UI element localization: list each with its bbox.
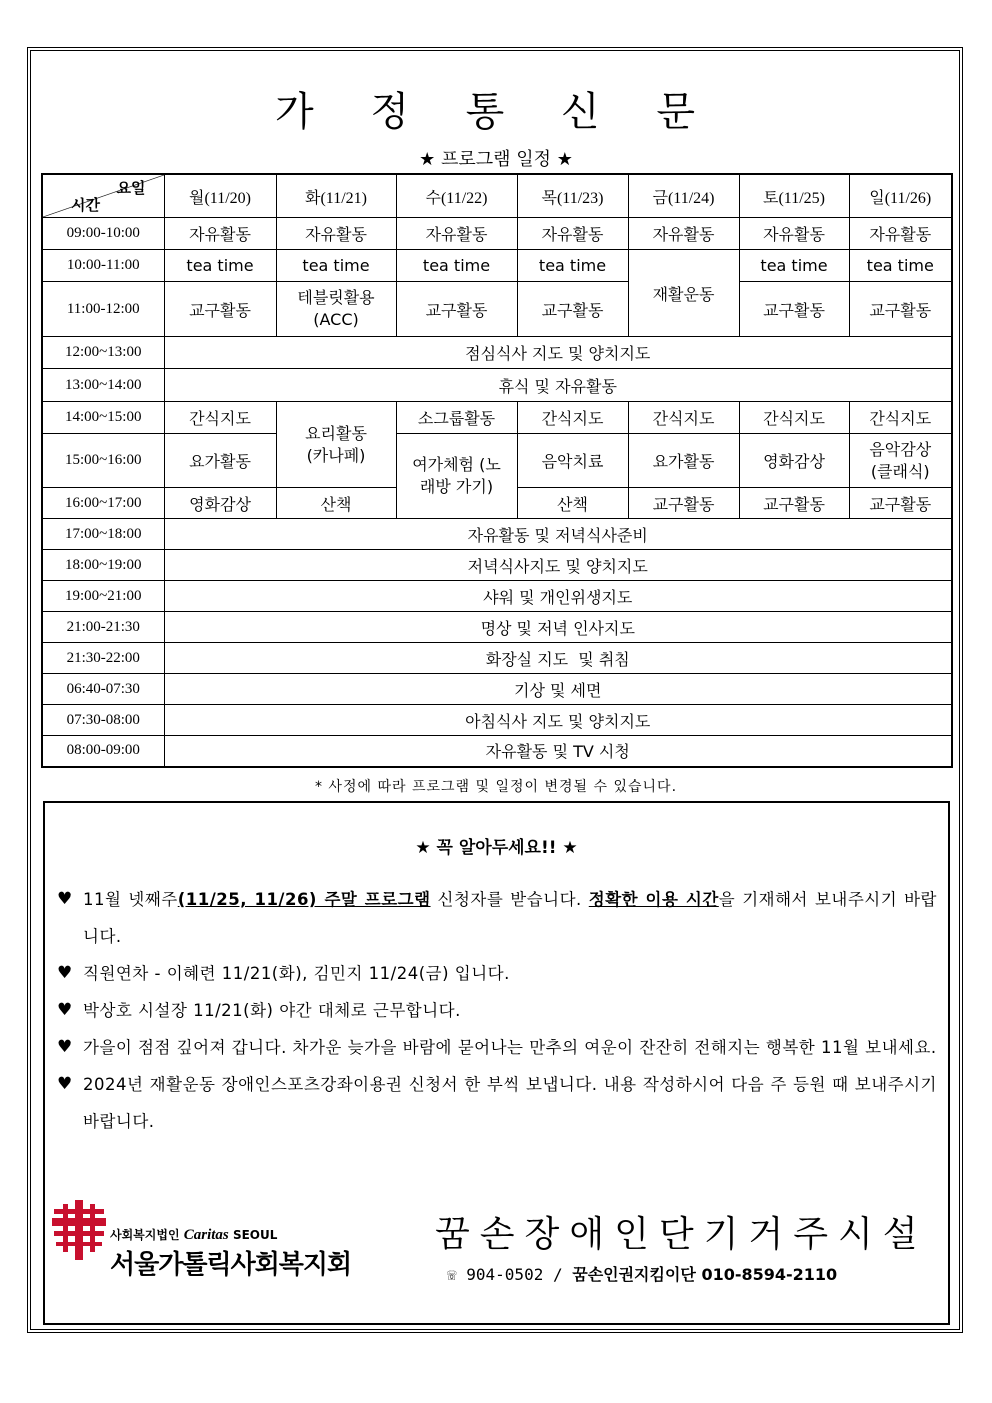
heart-icon: ♥ [57, 1074, 73, 1094]
activity-cell: 자유활동 [849, 218, 952, 250]
activity-cell: 간식지도 [628, 402, 739, 434]
notice-item [57, 992, 937, 1029]
notice-text: 을 기재해서 보내주시기 바랍니다. [83, 890, 937, 946]
activity-cell: 요리활동 (카나페) [276, 402, 396, 488]
logo-prefix: 사회복지법인 [110, 1228, 180, 1242]
corner-time-label: 시간 [71, 196, 100, 214]
activity-cell: 기상 및 세면 [164, 674, 952, 705]
day-header: 수(11/22) [396, 174, 517, 218]
notice-text: 직원연차 - 이혜련 11/21(화), 김민지 11/24(금) 입니다. [83, 964, 510, 983]
activity-cell: 교구활동 [628, 488, 739, 519]
activity-cell: 교구활동 [849, 488, 952, 519]
activity-cell: 저녁식사지도 및 양치지도 [164, 550, 952, 581]
activity-cell: 간식지도 [164, 402, 276, 434]
schedule-row [42, 581, 952, 612]
notice-item [57, 1029, 937, 1066]
usage-time-highlight: 정확한 이용 시간 [588, 890, 719, 909]
notice-text: 가을이 점점 깊어져 갑니다. 차가운 늦가을 바람에 묻어나는 만추의 여운이 잔잔히 전해지는 행복한 11월 보내세요. [83, 1038, 937, 1057]
activity-cell: 교구활동 [396, 282, 517, 337]
schedule-row [42, 643, 952, 674]
notice-text: 2024년 재활운동 장애인스포츠강좌이용권 신청서 한 부씩 보냅니다. 내용 작성하시어 다음 주 등원 때 보내주시기 바랍니다. [83, 1075, 937, 1131]
header-row [42, 174, 952, 218]
team-contact: 꿈손인권지킴이단 010-8594-2110 [572, 1265, 838, 1284]
heart-icon: ♥ [57, 889, 73, 909]
activity-cell: tea time [517, 250, 628, 282]
activity-cell: 영화감상 [739, 434, 849, 488]
activity-cell: 자유활동 [739, 218, 849, 250]
notice-list [57, 881, 937, 1140]
activity-cell: 점심식사 지도 및 양치지도 [164, 337, 952, 369]
phone-number: ☏ 904-0502 / [447, 1265, 563, 1284]
day-header: 일(11/26) [849, 174, 952, 218]
activity-cell: 간식지도 [517, 402, 628, 434]
time-cell: 16:00~17:00 [42, 488, 164, 519]
time-cell: 10:00-11:00 [42, 250, 164, 282]
schedule-row [42, 550, 952, 581]
schedule-row [42, 519, 952, 550]
time-cell: 15:00~16:00 [42, 434, 164, 488]
schedule-row [42, 736, 952, 767]
activity-cell: 자유활동 [517, 218, 628, 250]
activity-cell: 자유활동 및 TV 시청 [164, 736, 952, 767]
activity-cell: 음악감상 (클래식) [849, 434, 952, 488]
notice-item [57, 881, 937, 955]
activity-cell: 재활운동 [628, 250, 739, 337]
logo-seoul: SEOUL [232, 1228, 278, 1242]
page-title: 가 정 통 신 문 [274, 89, 718, 135]
activity-cell: 산책 [517, 488, 628, 519]
notice-item [57, 1066, 937, 1140]
notice-text: 11월 넷째주 [83, 890, 178, 909]
activity-cell: 자유활동 및 저녁식사준비 [164, 519, 952, 550]
schedule-subtitle: ★ 프로그램 일정 ★ [419, 149, 573, 170]
weekend-program-highlight: (11/25, 11/26) 주말 프로그램 [177, 890, 431, 909]
schedule-row [42, 402, 952, 434]
activity-cell: 자유활동 [396, 218, 517, 250]
time-cell: 08:00-09:00 [42, 736, 164, 767]
activity-cell: tea time [849, 250, 952, 282]
schedule-row [42, 250, 952, 282]
day-header: 금(11/24) [628, 174, 739, 218]
day-header: 토(11/25) [739, 174, 849, 218]
facility-name: 꿈손장애인단기거주시설 [435, 1214, 928, 1255]
schedule-row [42, 337, 952, 369]
activity-cell: 명상 및 저녁 인사지도 [164, 612, 952, 643]
time-cell: 06:40-07:30 [42, 674, 164, 705]
activity-cell: tea time [164, 250, 276, 282]
time-cell: 12:00~13:00 [42, 337, 164, 369]
activity-cell: tea time [276, 250, 396, 282]
schedule-row [42, 612, 952, 643]
activity-cell: 교구활동 [517, 282, 628, 337]
activity-cell: 화장실 지도 및 취침 [164, 643, 952, 674]
activity-cell: 교구활동 [739, 488, 849, 519]
schedule-row [42, 674, 952, 705]
heart-icon: ♥ [57, 1037, 73, 1057]
activity-cell: 여가체험 (노래방 가기) [396, 434, 517, 519]
activity-cell: 아침식사 지도 및 양치지도 [164, 705, 952, 736]
day-header: 목(11/23) [517, 174, 628, 218]
contact-line [447, 1262, 837, 1285]
activity-cell: 샤워 및 개인위생지도 [164, 581, 952, 612]
notice-text: 박상호 시설장 11/21(화) 야간 대체로 근무합니다. [83, 1001, 461, 1020]
heart-icon: ♥ [57, 963, 73, 983]
activity-cell: 영화감상 [164, 488, 276, 519]
time-cell: 21:00-21:30 [42, 612, 164, 643]
activity-cell: tea time [396, 250, 517, 282]
notice-text: 신청자를 받습니다. [430, 890, 589, 909]
schedule-change-note: * 사정에 따라 프로그램 및 일정이 변경될 수 있습니다. [314, 779, 678, 795]
activity-cell: 교구활동 [849, 282, 952, 337]
activity-cell: 테블릿활용 (ACC) [276, 282, 396, 337]
activity-cell: 간식지도 [739, 402, 849, 434]
time-cell: 14:00~15:00 [42, 402, 164, 434]
time-cell: 13:00~14:00 [42, 369, 164, 402]
schedule-row [42, 705, 952, 736]
time-cell: 21:30-22:00 [42, 643, 164, 674]
schedule-row [42, 369, 952, 402]
schedule-table [41, 173, 953, 768]
logo-caritas: Caritas [183, 1227, 229, 1243]
logo-org-name: 서울가톨릭사회복지회 [110, 1250, 352, 1280]
time-cell: 11:00-12:00 [42, 282, 164, 337]
day-header: 화(11/21) [276, 174, 396, 218]
activity-cell: 간식지도 [849, 402, 952, 434]
corner-day-label: 요일 [116, 179, 146, 197]
heart-icon: ♥ [57, 1000, 73, 1020]
notice-title: ★ 꼭 알아두세요!! ★ [415, 838, 578, 858]
time-cell: 18:00~19:00 [42, 550, 164, 581]
activity-cell: 휴식 및 자유활동 [164, 369, 952, 402]
activity-cell: 요가활동 [628, 434, 739, 488]
activity-cell: tea time [739, 250, 849, 282]
activity-cell: 자유활동 [164, 218, 276, 250]
activity-cell: 교구활동 [164, 282, 276, 337]
activity-cell: 교구활동 [739, 282, 849, 337]
time-cell: 19:00~21:00 [42, 581, 164, 612]
activity-cell: 자유활동 [628, 218, 739, 250]
time-cell: 17:00~18:00 [42, 519, 164, 550]
activity-cell: 음악치료 [517, 434, 628, 488]
corner-cell [42, 174, 164, 218]
day-header: 월(11/20) [164, 174, 276, 218]
schedule-row [42, 218, 952, 250]
activity-cell: 요가활동 [164, 434, 276, 488]
time-cell: 07:30-08:00 [42, 705, 164, 736]
caritas-cross-icon [52, 1200, 106, 1260]
logo-subtitle [110, 1226, 277, 1244]
schedule-row [42, 434, 952, 488]
notice-item [57, 955, 937, 992]
activity-cell: 산책 [276, 488, 396, 519]
schedule-row [42, 282, 952, 337]
time-cell: 09:00-10:00 [42, 218, 164, 250]
caritas-logo [52, 1200, 372, 1280]
activity-cell: 자유활동 [276, 218, 396, 250]
activity-cell: 소그룹활동 [396, 402, 517, 434]
